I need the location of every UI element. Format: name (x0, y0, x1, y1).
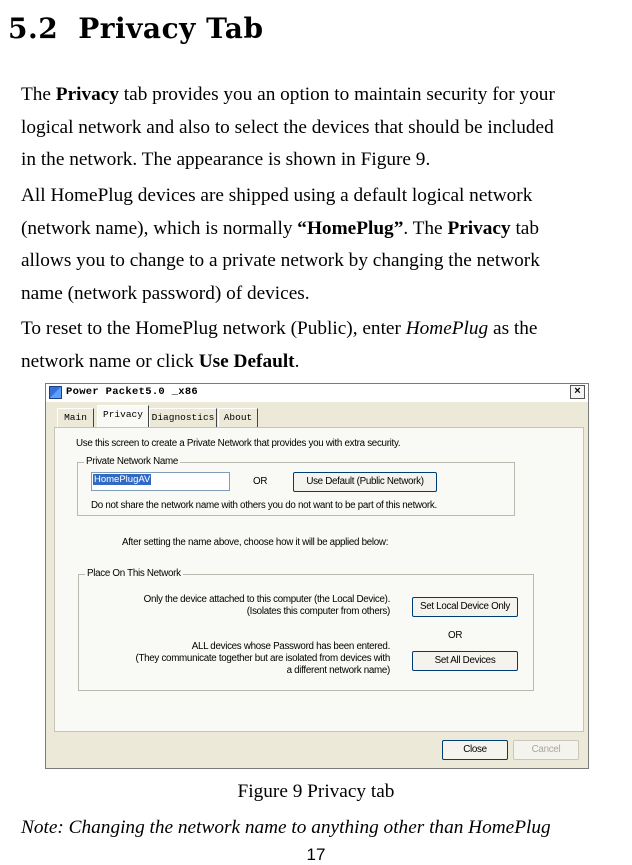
section-title: Privacy Tab (78, 12, 264, 45)
privacy-panel (54, 427, 584, 732)
place-on-network-group (78, 568, 534, 691)
section-heading (8, 12, 264, 45)
text-run: . (294, 350, 300, 372)
text-run: tab (510, 217, 540, 239)
use-default-button[interactable]: Use Default (Public Network) (293, 472, 437, 492)
private-network-group (77, 456, 515, 516)
network-name-value: HomePlugAV (94, 474, 151, 485)
set-local-device-button[interactable]: Set Local Device Only (412, 597, 518, 617)
all-devices-note-2: a different network name) (286, 665, 390, 676)
section-number: 5.2 (8, 12, 59, 45)
text-run: name (network password) of devices. (21, 282, 310, 304)
text-run: (network name), which is normally (21, 217, 298, 239)
network-name-warning: Do not share the network name with others you do not want to be part of this network. (91, 500, 437, 511)
bold-privacy: Privacy (447, 217, 511, 239)
tab-main[interactable]: Main (57, 408, 94, 427)
text-run: network name or click (21, 350, 199, 372)
bold-homeplug: “HomePlug” (297, 217, 404, 239)
text-run: The (21, 84, 56, 105)
after-setting-text: After setting the name above, choose how it will be applied below: (122, 537, 389, 548)
all-devices-description: ALL devices whose Password has been entered. (191, 641, 390, 652)
set-all-devices-button[interactable]: Set All Devices (412, 651, 518, 671)
or-text: OR (253, 476, 268, 487)
tab-diagnostics[interactable]: Diagnostics (149, 408, 217, 427)
text-run: To reset to the HomePlug network (Public), enter (21, 318, 406, 339)
window-titlebar (46, 384, 588, 402)
close-button[interactable]: Close (442, 740, 508, 760)
text-run: allows you to change to a private network by changing the network (21, 250, 540, 271)
tab-about[interactable]: About (218, 408, 258, 427)
paragraph-reset-instructions (21, 313, 629, 378)
cancel-button[interactable]: Cancel (513, 740, 579, 760)
window-close-icon[interactable]: × (570, 385, 585, 399)
note-text: Note: Changing the network name to anything other than HomePlug (21, 817, 551, 838)
paragraph-privacy-intro (21, 79, 629, 177)
or-text: OR (448, 630, 463, 641)
text-run: . The (403, 217, 448, 239)
window-title: Power Packet5.0 _x86 (66, 386, 199, 398)
app-icon (49, 386, 62, 399)
local-device-note: (Isolates this computer from others) (246, 606, 390, 617)
figure-caption: Figure 9 Privacy tab (237, 781, 395, 802)
place-on-network-label: Place On This Network (87, 568, 181, 579)
text-run: logical network and also to select the devices that should be included (21, 116, 554, 138)
page-number: 17 (306, 845, 326, 864)
privacy-tab-window (45, 383, 589, 769)
text-run: All HomePlug devices are shipped using a default logical network (21, 185, 533, 206)
private-network-label: Private Network Name (86, 456, 178, 467)
text-run: in the network. The appearance is shown in Figure 9. (21, 149, 431, 170)
all-devices-note-1: (They communicate together but are isolated from devices with (135, 653, 390, 664)
tab-privacy[interactable]: Privacy (97, 405, 149, 427)
bold-use-default: Use Default (198, 350, 295, 372)
text-run: as the (488, 318, 538, 339)
local-device-description: Only the device attached to this computer (the Local Device). (143, 594, 390, 605)
italic-homeplug: HomePlug (405, 318, 489, 339)
text-run: tab provides you an option to maintain security for your (118, 84, 555, 105)
privacy-intro-text: Use this screen to create a Private Network that provides you with extra security. (76, 438, 401, 449)
paragraph-default-network (21, 180, 629, 310)
bold-privacy: Privacy (55, 84, 119, 105)
network-name-input[interactable] (91, 472, 230, 491)
